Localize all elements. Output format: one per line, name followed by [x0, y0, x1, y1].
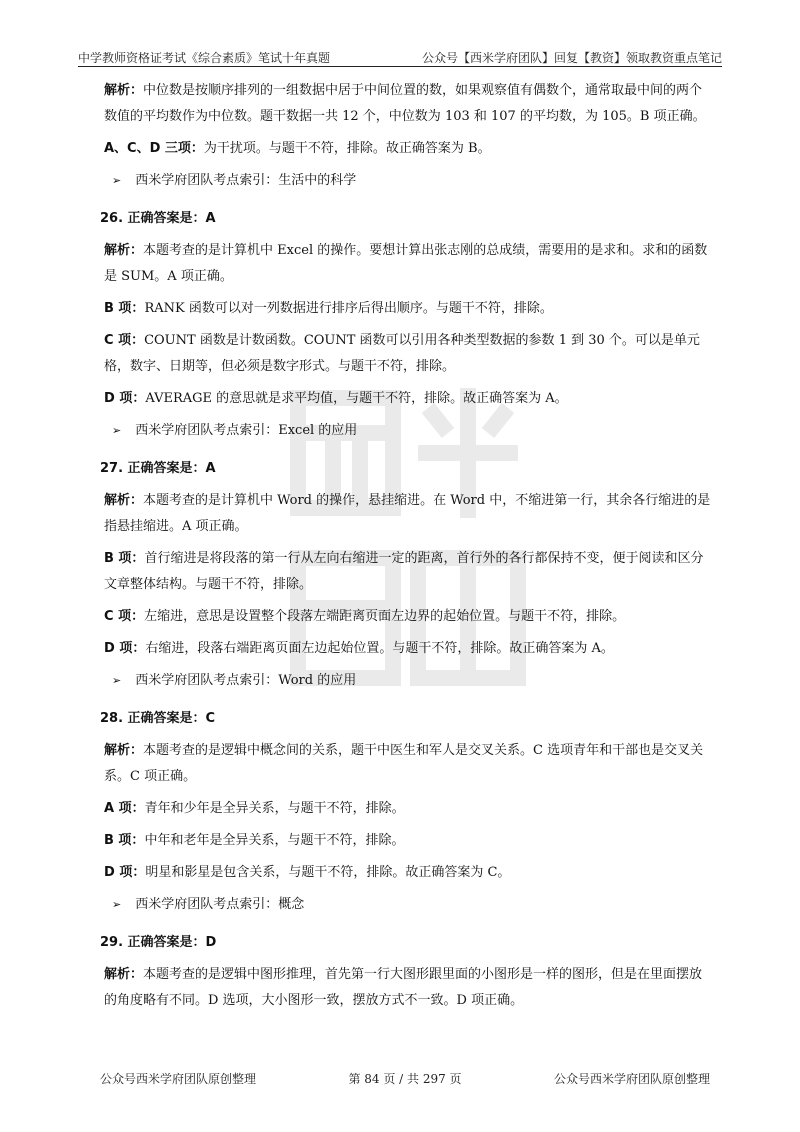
header-divider: [78, 66, 722, 67]
knowledge-index: [104, 668, 714, 694]
option-label: B 项：: [104, 551, 145, 566]
intro-other-options: [104, 136, 714, 162]
arrow-bullet-icon: ➢: [112, 174, 122, 187]
analysis-text: 中位数是按顺序排列的一组数据中居于中间位置的数，如果观察值有偶数个，通常取最中间的两个数值的平均数作为中位数。题干数据一共 12 个，中位数为 103 和 107 的平均数，为 105。B 项正确。: [104, 83, 706, 124]
option-label: B 项：: [104, 301, 145, 316]
option-label: D 项：: [104, 391, 146, 406]
page-number: 第 84 页 / 共 297 页: [348, 1072, 462, 1086]
q26-option-c: [104, 328, 714, 380]
page-header: [78, 44, 722, 66]
footer-left: 公众号西米学府团队原创整理: [100, 1072, 257, 1086]
option-text: RANK 函数可以对一列数据进行排序后得出顺序。与题干不符，排除。: [144, 301, 553, 316]
q28-analysis: [104, 738, 714, 790]
analysis-text: 本题考查的是计算机中 Excel 的操作。要想计算出张志刚的总成绩，需要用的是求和。求和的函数是 SUM。A 项正确。: [104, 243, 708, 284]
option-label: B 项：: [104, 833, 145, 848]
analysis-label: 解析：: [104, 83, 144, 98]
option-text: 中年和老年是全异关系，与题干不符，排除。: [144, 833, 405, 848]
page-footer: [100, 1070, 710, 1087]
header-left: 中学教师资格证考试《综合素质》笔试十年真题: [78, 51, 331, 65]
option-text: 青年和少年是全异关系，与题干不符，排除。: [144, 801, 405, 816]
answer-heading-27: 27. 正确答案是：A: [100, 461, 216, 476]
q26-option-d: [104, 386, 714, 412]
header-right: 公众号【西米学府团队】回复【教资】领取教资重点笔记: [421, 51, 722, 65]
footer-right: 公众号西米学府团队原创整理: [553, 1072, 710, 1086]
arrow-bullet-icon: ➢: [112, 898, 122, 911]
option-text: 首行缩进是将段落的第一行从左向右缩进一定的距离，首行外的各行都保持不变，便于阅读和区分文章整体结构。与题干不符，排除。: [104, 551, 704, 592]
page-content: [100, 78, 714, 1020]
q27-option-c: [104, 604, 714, 630]
option-label: C 项：: [104, 333, 145, 348]
index-text: 西米学府团队考点索引：Excel 的应用: [135, 423, 358, 438]
analysis-label: 解析：: [104, 493, 144, 508]
answer-heading-29: 29. 正确答案是：D: [100, 935, 217, 950]
answer-heading-26: 26. 正确答案是：A: [100, 211, 216, 226]
analysis-text: 本题考查的是计算机中 Word 的操作，悬挂缩进。在 Word 中，不缩进第一行，其余各行缩进的是指悬挂缩进。A 项正确。: [104, 493, 711, 534]
arrow-bullet-icon: ➢: [112, 424, 122, 437]
option-label: D 项：: [104, 641, 146, 656]
q27-analysis: [104, 488, 714, 540]
q27-option-b: [104, 546, 714, 598]
answer-heading-28: 28. 正确答案是：C: [100, 711, 216, 726]
index-text: 西米学府团队考点索引：生活中的科学: [135, 173, 357, 188]
option-label: A、C、D 三项：: [104, 141, 204, 156]
option-text: 左缩进，意思是设置整个段落左端距离页面左边界的起始位置。与题干不符，排除。: [144, 609, 626, 624]
q28-option-a: [104, 796, 714, 822]
knowledge-index: [104, 892, 714, 918]
index-text: 西米学府团队考点索引：概念: [135, 897, 305, 912]
option-label: A 项：: [104, 801, 145, 816]
option-text: 明星和影星是包含关系，与题干不符，排除。故正确答案为 C。: [145, 865, 511, 880]
option-text: COUNT 函数是计数函数。COUNT 函数可以引用各种类型数据的参数 1 到 30 个。可以是单元格，数字、日期等，但必须是数字形式。与题干不符，排除。: [104, 333, 700, 374]
knowledge-index: [104, 418, 714, 444]
option-label: D 项：: [104, 865, 146, 880]
analysis-label: 解析：: [104, 743, 144, 758]
option-text: 右缩进，段落右端距离页面左边起始位置。与题干不符，排除。故正确答案为 A。: [145, 641, 614, 656]
index-text: 西米学府团队考点索引：Word 的应用: [135, 673, 357, 688]
analysis-label: 解析：: [104, 243, 144, 258]
q28-option-b: [104, 828, 714, 854]
q27-option-d: [104, 636, 714, 662]
q28-option-d: [104, 860, 714, 886]
q29-analysis: [104, 962, 714, 1014]
q26-option-b: [104, 296, 714, 322]
option-label: C 项：: [104, 609, 145, 624]
analysis-text: 本题考查的是逻辑中图形推理，首先第一行大图形跟里面的小图形是一样的图形，但是在里面摆放的角度略有不同。D 选项，大小图形一致，摆放方式不一致。D 项正确。: [104, 967, 703, 1008]
arrow-bullet-icon: ➢: [112, 674, 122, 687]
intro-analysis: [104, 78, 714, 130]
analysis-text: 本题考查的是逻辑中概念间的关系，题干中医生和军人是交叉关系。C 选项青年和干部也是交叉关系。C 项正确。: [104, 743, 704, 784]
option-text: AVERAGE 的意思就是求平均值，与题干不符，排除。故正确答案为 A。: [145, 391, 568, 406]
analysis-label: 解析：: [104, 967, 144, 982]
option-text: 为干扰项。与题干不符，排除。故正确答案为 B。: [203, 141, 491, 156]
knowledge-index: [104, 168, 714, 194]
q26-analysis: [104, 238, 714, 290]
